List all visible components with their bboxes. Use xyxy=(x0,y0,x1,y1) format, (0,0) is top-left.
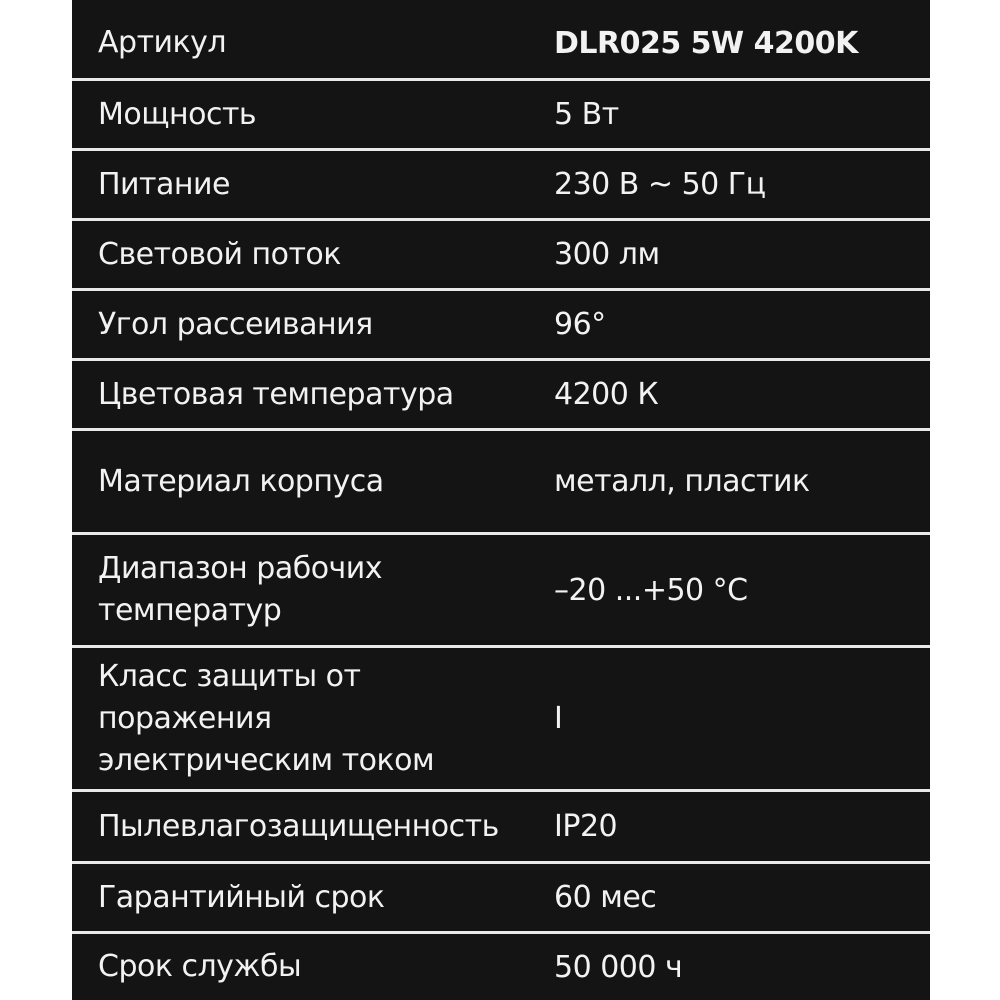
spec-label: Артикул xyxy=(98,25,227,60)
spec-value: 5 Вт xyxy=(554,97,619,132)
spec-row-article xyxy=(72,8,930,81)
spec-value: 50 000 ч xyxy=(554,949,683,985)
spec-label: Угол рассеивания xyxy=(98,306,373,342)
spec-row-luminous-flux xyxy=(72,221,930,291)
spec-label: Класс защиты от поражения электрическим током xyxy=(98,658,435,778)
spec-value: DLR025 5W 4200K xyxy=(554,25,858,61)
spec-row-beam-angle xyxy=(72,291,930,361)
spec-value: 60 мес xyxy=(554,880,657,915)
spec-label: Гарантийный срок xyxy=(98,879,385,915)
spec-row-service-life xyxy=(72,934,930,1000)
spec-value: –20 ...+50 °С xyxy=(554,572,748,608)
spec-value: 300 лм xyxy=(554,237,660,272)
spec-row-protection-class xyxy=(72,648,930,792)
spec-row-warranty xyxy=(72,864,930,934)
spec-label: Пылевлагозащищенность xyxy=(98,808,499,844)
spec-sheet xyxy=(72,0,930,1000)
spec-value: I xyxy=(554,701,563,736)
spec-value: 4200 К xyxy=(554,377,659,412)
spec-row-color-temperature xyxy=(72,361,930,431)
spec-value: 230 В ~ 50 Гц xyxy=(554,167,766,202)
spec-label: Материал корпуса xyxy=(98,463,384,499)
spec-label: Питание xyxy=(98,166,230,202)
spec-row-operating-temperature xyxy=(72,535,930,648)
spec-row-supply xyxy=(72,151,930,221)
spec-label: Срок службы xyxy=(98,949,302,984)
spec-value: металл, пластик xyxy=(554,464,810,499)
spec-label: Световой поток xyxy=(98,236,341,272)
spec-row-power xyxy=(72,81,930,151)
spec-value: IP20 xyxy=(554,809,618,844)
spec-value: 96° xyxy=(554,307,606,342)
spec-label: Цветовая температура xyxy=(98,376,454,412)
spec-row-housing-material xyxy=(72,431,930,535)
spec-label: Мощность xyxy=(98,96,257,132)
spec-row-ingress-protection xyxy=(72,792,930,864)
spec-label: Диапазон рабочих температур xyxy=(98,551,383,628)
